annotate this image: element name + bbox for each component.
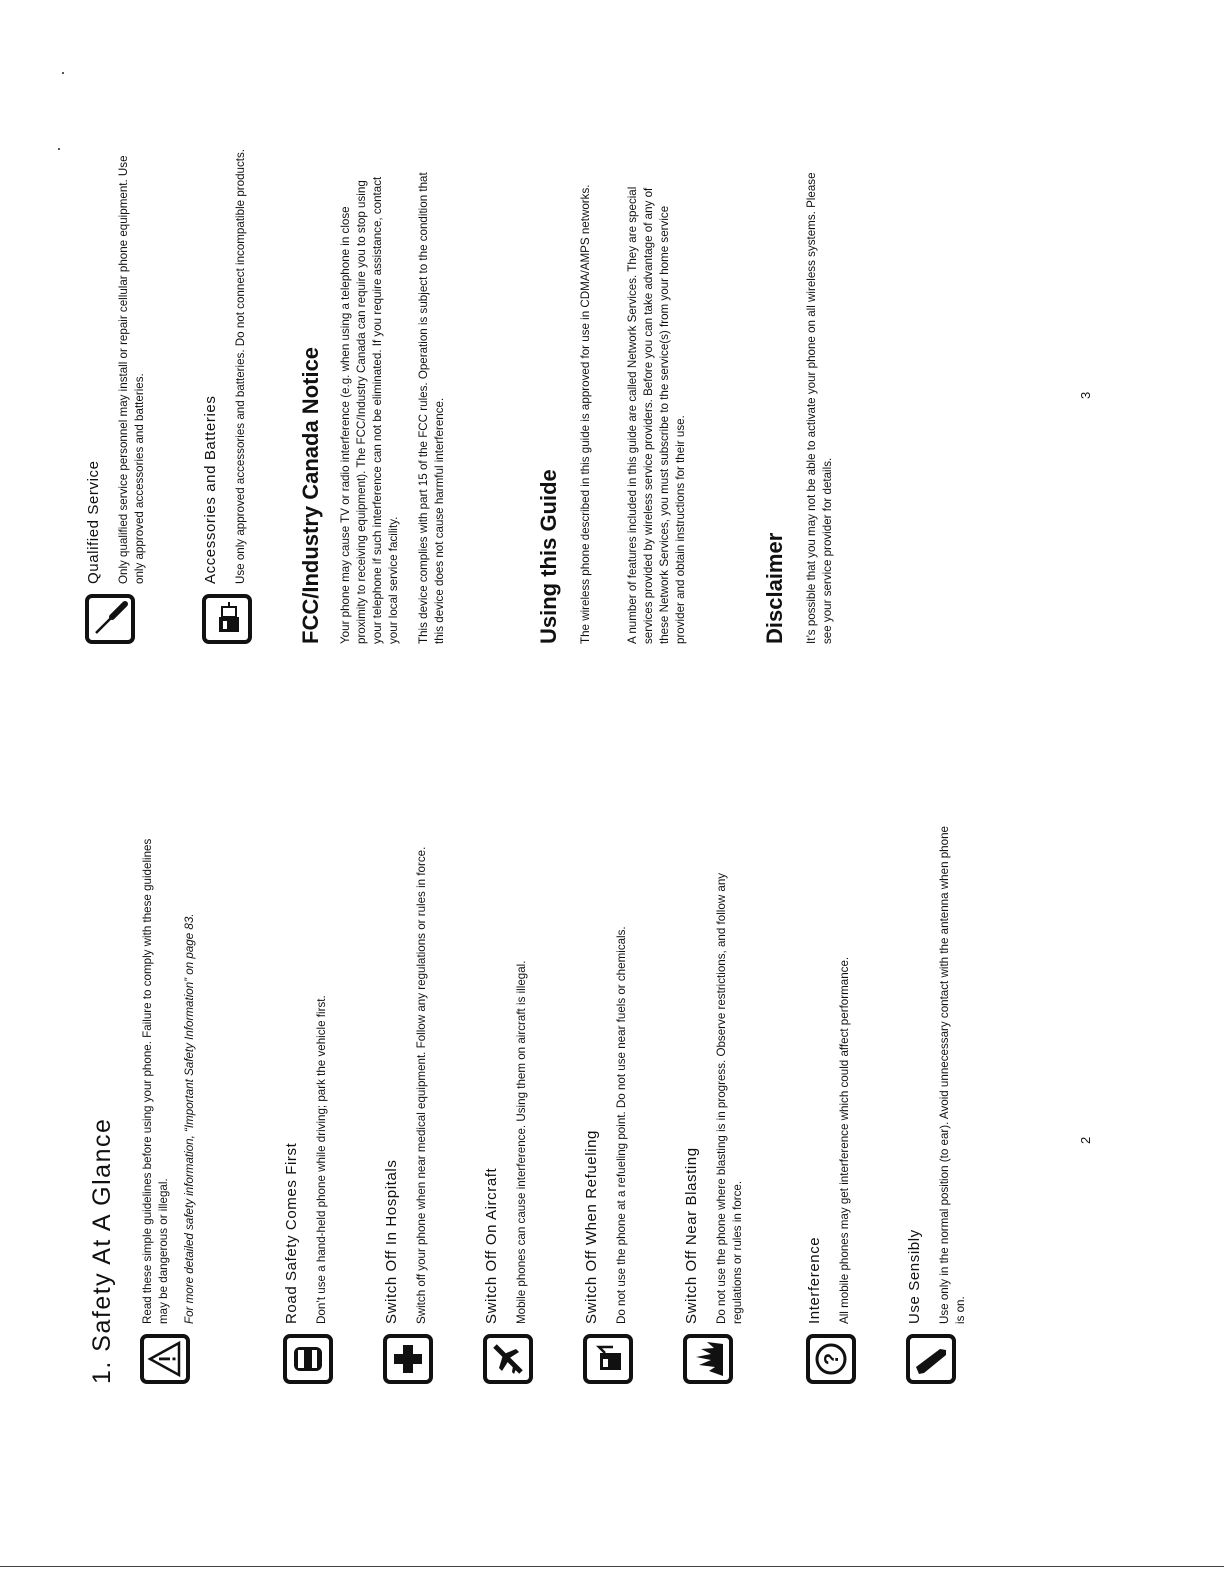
safety-item-body (140, 824, 198, 1324)
safety-item-heading: Switch Off On Aircraft (483, 1167, 500, 1324)
safety-item-body (806, 824, 853, 1324)
car-icon (283, 1334, 333, 1384)
safety-item-heading: Interference (806, 1236, 823, 1324)
safety-item-heading: Switch Off When Refueling (583, 1130, 600, 1324)
fcc-paragraph-2: This device complies with part 15 of the FCC rules. Operation is subject to the condition that this device does not cause harmful interference. (417, 172, 446, 644)
service-item-text: Use only approved accessories and batteries. Do not connect incompatible products. (234, 148, 247, 584)
screwdriver-icon (85, 594, 135, 644)
safety-item-body (906, 824, 969, 1324)
airplane-icon (483, 1334, 533, 1384)
fuel-pump-icon (583, 1334, 633, 1384)
safety-item-heading: Road Safety Comes First (283, 1142, 300, 1324)
safety-item-heading: Use Sensibly (906, 1229, 923, 1324)
phone-handset-icon (906, 1334, 956, 1384)
scan-speck (62, 72, 64, 74)
battery-charger-icon (202, 594, 252, 644)
fcc-paragraph-1: Your phone may cause TV or radio interference (e.g. when using a telephone in close proximity to receiving equipment). The FCC/Industry Canada can require you to stop using your telephone if such interference can not be eliminated. If you require assistance, contact your local service facility. (339, 176, 400, 644)
chapter-title: 1. Safety At A Glance (88, 1117, 116, 1384)
safety-item-text: Use only in the normal position (to ear). Avoid unnecessary contact with the antenna when phone is on. (938, 826, 967, 1324)
safety-item-text: All mobile phones may get interference which could affect performance. (838, 956, 851, 1324)
guide-paragraph-2: A number of features included in this guide are called Network Services. They are special services provided by wireless service providers. Before you can take advantage of any of these Network Services, you must subscribe to the service(s) from your home service provider and obtain instructions for their use. (626, 186, 687, 644)
medical-cross-icon (383, 1334, 433, 1384)
warning-triangle-icon (140, 1334, 190, 1384)
safety-item-text: Read these simple guidelines before using your phone. Failure to comply with these guidelines may be dangerous or illegal. (141, 838, 170, 1324)
safety-item-heading: Switch Off In Hospitals (383, 1159, 400, 1324)
disclaimer-title: Disclaimer (762, 532, 787, 644)
safety-item-text: Don’t use a hand-held phone while driving; park the vehicle first. (315, 995, 328, 1324)
guide-paragraph-1: The wireless phone described in this guide is approved for use in CDMA/AMPS networks. (579, 184, 592, 644)
guide-title: Using this Guide (536, 469, 561, 644)
safety-item-text: Mobile phones can cause interference. Using them on aircraft is illegal. (515, 960, 528, 1324)
fcc-title: FCC/Industry Canada Notice (298, 346, 323, 644)
page-number-right: 3 (1078, 391, 1093, 399)
safety-item-body (483, 824, 530, 1324)
safety-item-text: Do not use the phone at a refueling point. Do not use near fuels or chemicals. (615, 926, 628, 1324)
safety-item-note: For more detailed safety information, “Important Safety Information” on page 83. (183, 913, 196, 1324)
safety-item-body (283, 824, 330, 1324)
disclaimer-paragraph: It’s possible that you may not be able to activate your phone on all wireless systems. Please see your service provider for details. (805, 172, 834, 644)
service-item-body (85, 144, 148, 584)
safety-item-body (383, 824, 430, 1324)
safety-item-body (683, 824, 746, 1324)
service-item-text: Only qualified service personnel may install or repair cellular phone equipment. Use only approved accessories and batteries. (117, 155, 146, 584)
scan-edge-line (0, 1566, 1224, 1567)
interference-icon (806, 1334, 856, 1384)
service-item-heading: Accessories and Batteries (202, 395, 219, 584)
scan-speck (58, 148, 60, 150)
service-item-heading: Qualified Service (85, 460, 102, 584)
page-number-left: 2 (1078, 1136, 1093, 1144)
safety-item-body (583, 824, 630, 1324)
safety-item-heading: Switch Off Near Blasting (683, 1147, 700, 1324)
safety-item-text: Do not use the phone where blasting is in progress. Observe restrictions, and follow any regulations or rules in force. (715, 872, 744, 1324)
svg-text:?: ? (821, 1352, 843, 1366)
service-item-body (202, 144, 249, 584)
explosion-icon (683, 1334, 733, 1384)
safety-item-text: Switch off your phone when near medical equipment. Follow any regulations or rules in force. (415, 846, 428, 1324)
